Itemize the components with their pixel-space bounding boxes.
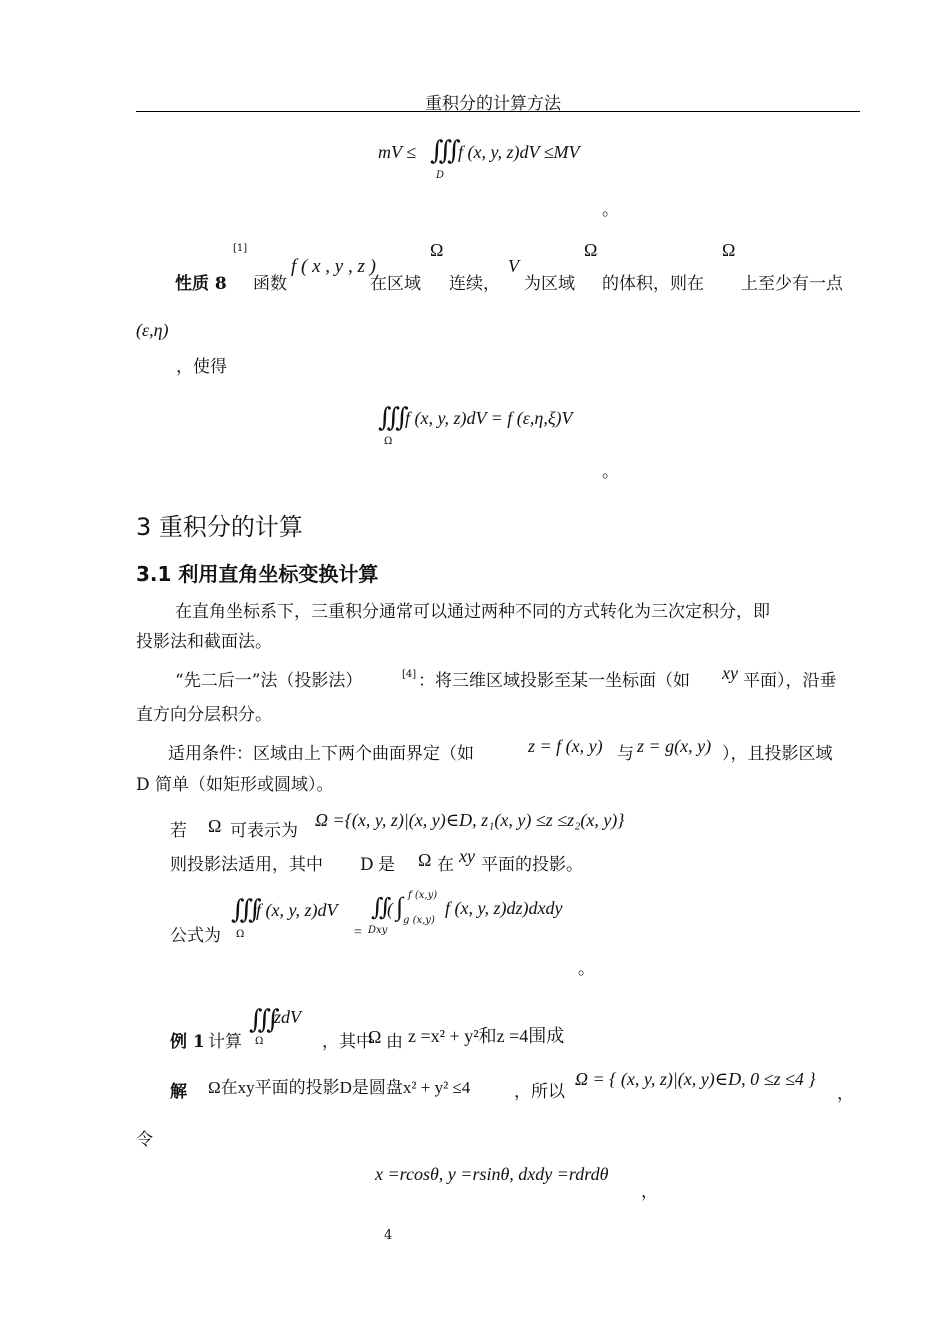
omega-symbol: Ω	[418, 850, 432, 870]
text: 平面的投影。	[481, 855, 583, 875]
period: 。	[602, 200, 619, 220]
triple-integral-sign: ∭	[231, 895, 256, 924]
text: 在	[437, 855, 454, 875]
paragraph-line: D 简单（如矩形或圆域）。	[136, 775, 334, 795]
example-surface: z =x² + y²和z =4围成	[408, 1026, 565, 1046]
formula-rhs: f (x, y, z)dz)dxdy	[445, 898, 563, 918]
text: 令	[136, 1130, 153, 1150]
omega-symbol: Ω	[430, 240, 444, 260]
solution-set: Ω = { (x, y, z)|(x, y)∈D, 0 ≤z ≤4 }	[575, 1069, 816, 1089]
mean-value-formula: f (x, y, z)dV = f (ε,η,ξ)V	[405, 408, 573, 428]
text: ，	[641, 1182, 658, 1202]
solution-label: 解	[170, 1082, 187, 1102]
text: ，其中	[322, 1032, 373, 1052]
xy-symbol: xy	[722, 663, 738, 683]
paragraph-line: ：将三维区域投影至某一坐标面（如	[418, 671, 690, 691]
triple-integral-sign: ∭	[249, 1005, 274, 1034]
running-header: 重积分的计算方法	[425, 94, 561, 114]
volume-symbol: V	[508, 256, 519, 276]
text: ，所以	[514, 1082, 565, 1102]
text: 由	[386, 1032, 403, 1052]
example-integrand: zdV	[274, 1007, 301, 1027]
text: 若	[170, 821, 187, 841]
integral-sub: Ω	[384, 436, 393, 447]
text: 的体积，则在	[602, 274, 704, 294]
text: 连续，	[449, 274, 500, 294]
surface-f: z = f (x, y)	[528, 736, 603, 756]
omega-symbol: Ω	[584, 240, 598, 260]
ineq-lhs: mV ≤	[378, 142, 417, 162]
text: 与	[617, 744, 634, 764]
formula-eq: =	[354, 925, 362, 940]
paragraph-line: 在直角坐标系下，三重积分通常可以通过两种不同的方式转化为三次定积分，即	[175, 602, 770, 622]
paragraph-line: 平面），沿垂	[743, 671, 837, 691]
paragraph-line: “先二后一”法（投影法）	[175, 671, 363, 691]
ineq-sub: D	[436, 170, 445, 181]
citation: [4]	[402, 669, 417, 680]
property-label: 性质 8	[175, 274, 227, 294]
triple-integral-sign: ∭	[430, 136, 455, 165]
citation: [1]	[233, 243, 248, 254]
point-expr: (ε,η)	[136, 320, 169, 340]
substitution: x =rcosθ, y =rsinθ, dxdy =rdrdθ	[375, 1164, 609, 1184]
integral-sub: Ω	[255, 1036, 264, 1047]
subsection-heading: 3.1 利用直角坐标变换计算	[136, 562, 379, 586]
period: 。	[602, 462, 619, 482]
paragraph-line: 投影法和截面法。	[136, 632, 272, 652]
text: 则投影法适用，其中	[170, 855, 323, 875]
text: 在区域	[370, 274, 421, 294]
open-paren: (	[387, 899, 393, 919]
triple-integral-sign: ∭	[378, 403, 403, 432]
omega-symbol: Ω	[722, 240, 736, 260]
period: 。	[578, 959, 595, 979]
text: D	[360, 855, 374, 875]
text: 计算	[208, 1032, 242, 1052]
header-rule	[136, 111, 860, 112]
omega-symbol: Ω	[368, 1027, 382, 1047]
ineq-body: f (x, y, z)dV ≤MV	[458, 142, 580, 162]
xy-symbol: xy	[459, 846, 475, 866]
function-expr: f ( x , y , z )	[291, 256, 376, 277]
integral-upper-limit: f (x,y)	[408, 890, 438, 901]
text: ，使得	[176, 357, 227, 377]
region-set: Ω ={(x, y, z)|(x, y)∈D, z₁(x, y) ≤z ≤z₂(x, y)}	[315, 810, 625, 830]
paragraph-line: 适用条件：区域由上下两个曲面界定（如	[168, 744, 474, 764]
text: 是	[378, 855, 395, 875]
section-heading: 3 重积分的计算	[136, 513, 303, 541]
example-label: 例 1	[170, 1032, 205, 1052]
text: ，	[837, 1084, 854, 1104]
text: 可表示为	[230, 821, 298, 841]
integral-sub: Ω	[236, 929, 245, 940]
integral-lower-limit: g (x,y)	[403, 915, 435, 926]
text: 上至少有一点	[741, 274, 843, 294]
surface-g: z = g(x, y)	[637, 736, 712, 756]
paragraph-line: ），且投影区域	[722, 744, 833, 764]
page-number: 4	[384, 1228, 393, 1243]
text: 为区域	[524, 274, 575, 294]
integral-sub: Dxy	[368, 925, 388, 936]
omega-symbol: Ω	[208, 816, 222, 836]
paragraph-line: 直方向分层积分。	[136, 705, 272, 725]
integral-sign: ∫	[396, 892, 398, 921]
text: 函数	[253, 274, 287, 294]
solution-text: Ω在xy平面的投影D是圆盘x² + y² ≤4	[208, 1078, 471, 1097]
formula-lhs: f (x, y, z)dV	[256, 900, 338, 920]
double-integral-sign: ∬	[371, 895, 386, 921]
text: 公式为	[170, 926, 221, 946]
